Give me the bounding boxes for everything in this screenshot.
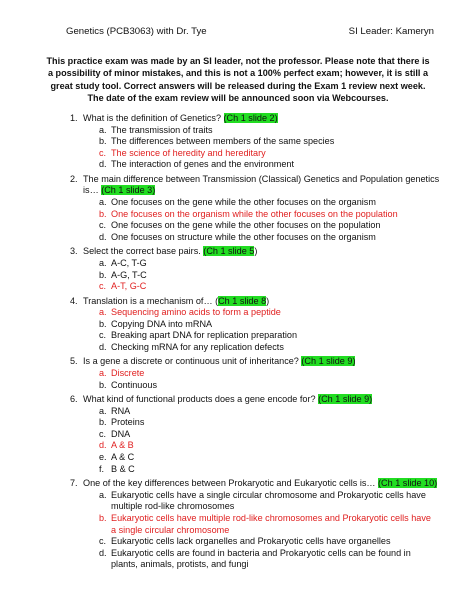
question-number: 7. xyxy=(70,478,78,489)
answer-option xyxy=(0,330,474,342)
answer-option xyxy=(0,319,474,331)
answer-letter: c. xyxy=(99,536,107,547)
question-stem: Translation is a mechanism of… ( xyxy=(83,295,219,306)
correct-answer-option xyxy=(0,525,474,537)
answer-letter: c. xyxy=(99,330,107,341)
question xyxy=(0,246,474,292)
question-stem: Is a gene a discrete or continuous unit of inheritance? xyxy=(83,356,302,367)
answer-text: One focuses on the organism while the other focuses on the population xyxy=(111,208,398,219)
answer-letter: b. xyxy=(99,318,107,329)
answer-letter: c. xyxy=(99,281,107,292)
answer-text: A & C xyxy=(111,452,135,463)
answer-text: Eukaryotic cells have multiple rod-like chromosomes and Prokaryotic cells have xyxy=(111,512,431,523)
question xyxy=(0,296,474,354)
answer-text: The interaction of genes and the environment xyxy=(111,159,295,170)
correct-answer-option xyxy=(0,368,474,380)
answer-text: One focuses on structure while the other focuses on the organism xyxy=(111,231,376,242)
answer-text: Sequencing amino acids to form a peptide xyxy=(111,307,281,318)
answer-letter: a. xyxy=(99,368,107,379)
question-stem: What is the definition of Genetics? xyxy=(83,113,224,123)
intro-notice xyxy=(44,55,432,104)
answer-text: a single circular chromosome xyxy=(111,524,230,535)
answer-letter: b. xyxy=(99,269,107,280)
answer-option xyxy=(0,136,474,148)
answer-letter: b. xyxy=(99,136,107,147)
answer-letter: b. xyxy=(99,379,107,390)
answer-letter: d. xyxy=(99,547,107,558)
intro-line: The date of the exam review will be announced soon via Webcourses. xyxy=(87,92,389,103)
question xyxy=(0,356,474,391)
question-text xyxy=(0,113,474,125)
answer-option xyxy=(0,490,474,502)
course-title: Genetics (PCB3063) with Dr. Tye xyxy=(66,26,207,37)
correct-answer-option xyxy=(0,148,474,160)
answer-text: DNA xyxy=(111,428,131,439)
answer-letter: d. xyxy=(99,440,107,451)
intro-line: This practice exam was made by an SI leader, not the professor. Please note that there is xyxy=(46,56,430,66)
question-number: 5. xyxy=(70,356,78,367)
answer-text: Breaking apart DNA for replication preparation xyxy=(111,330,298,341)
answer-option xyxy=(0,232,474,244)
answer-letter: c. xyxy=(99,220,107,231)
answer-text: One focuses on the gene while the other focuses on the population xyxy=(111,220,381,231)
question-number: 3. xyxy=(70,246,78,257)
answer-text: The science of heredity and hereditary xyxy=(111,147,266,158)
slide-reference-highlight: (Ch 1 slide 5 xyxy=(203,246,255,257)
question-text xyxy=(0,356,474,368)
answer-letter: b. xyxy=(99,512,107,523)
answer-option xyxy=(0,548,474,560)
answer-option xyxy=(0,429,474,441)
question-stem-tail: ) xyxy=(266,295,270,306)
answer-letter: e. xyxy=(99,452,107,463)
question-text xyxy=(0,185,474,197)
answer-option xyxy=(0,342,474,354)
question-text xyxy=(0,296,474,308)
answer-letter: a. xyxy=(99,307,107,318)
answer-option xyxy=(0,536,474,548)
correct-answer-option xyxy=(0,440,474,452)
intro-line: great study tool. Correct answers will be released during the Exam 1 review next week. xyxy=(50,80,426,91)
question-number: 4. xyxy=(70,295,78,306)
answer-option xyxy=(0,258,474,270)
answer-text: RNA xyxy=(111,405,131,416)
answer-letter: b. xyxy=(99,417,107,428)
answer-letter: c. xyxy=(99,147,107,158)
question-stem: is… xyxy=(83,185,102,196)
answer-letter: a. xyxy=(99,197,107,208)
answer-text: One focuses on the gene while the other focuses on the organism xyxy=(111,197,376,208)
slide-reference-highlight: (Ch 1 slide 10) xyxy=(378,478,438,489)
answer-option xyxy=(0,197,474,209)
question xyxy=(0,394,474,475)
question-number: 2. xyxy=(70,173,78,184)
answer-option xyxy=(0,380,474,392)
answer-option xyxy=(0,417,474,429)
question-text xyxy=(0,478,474,490)
answer-option xyxy=(0,406,474,418)
question xyxy=(0,478,474,571)
answer-letter: d. xyxy=(99,159,107,170)
answer-text: A-C, T-G xyxy=(111,257,147,268)
answer-option xyxy=(0,559,474,571)
answer-text: Eukaryotic cells have a single circular chromosome and Prokaryotic cells have xyxy=(111,489,426,500)
question-stem: Select the correct base pairs. xyxy=(83,246,204,257)
answer-option xyxy=(0,125,474,137)
answer-text: Eukaryotic cells are found in bacteria and Prokaryotic cells can be found in xyxy=(111,547,411,558)
answer-text: Copying DNA into mRNA xyxy=(111,318,213,329)
answer-letter: b. xyxy=(99,208,107,219)
slide-reference-highlight: (Ch 1 slide 3) xyxy=(101,185,156,196)
question-number: 6. xyxy=(70,394,78,405)
question-stem: One of the key differences between Prokaryotic and Eukaryotic cells is… xyxy=(83,478,379,489)
answer-letter: a. xyxy=(99,124,107,135)
slide-reference-highlight: Ch 1 slide 8 xyxy=(218,295,267,306)
answer-text: A-T, G-C xyxy=(111,281,147,292)
answer-letter: a. xyxy=(99,257,107,268)
question-number: 1. xyxy=(70,113,78,123)
answer-letter: f. xyxy=(99,463,105,474)
question xyxy=(0,174,474,244)
answer-text: Eukaryotic cells lack organelles and Prokaryotic cells have organelles xyxy=(111,536,391,547)
correct-answer-option xyxy=(0,513,474,525)
question-stem-tail: ) xyxy=(254,246,258,257)
answer-option xyxy=(0,501,474,513)
answer-option xyxy=(0,220,474,232)
question-text xyxy=(0,174,474,186)
answer-text: plants, animals, protists, and fungi xyxy=(111,559,249,570)
answer-letter: d. xyxy=(99,231,107,242)
correct-answer-option xyxy=(0,209,474,221)
correct-answer-option xyxy=(0,281,474,293)
answer-text: A-G, T-C xyxy=(111,269,147,280)
answer-text: multiple rod-like chromosomes xyxy=(111,501,235,512)
answer-text: Proteins xyxy=(111,417,145,428)
answer-text: The differences between members of the same species xyxy=(111,136,335,147)
intro-line: a possibility of minor mistakes, and this is not a 100% perfect exam; however, it is still a xyxy=(47,68,429,79)
answer-option xyxy=(0,270,474,282)
question-text xyxy=(0,246,474,258)
answer-option xyxy=(0,159,474,171)
answer-option xyxy=(0,464,474,476)
slide-reference-highlight: (Ch 1 slide 9) xyxy=(301,356,356,367)
answer-letter: a. xyxy=(99,489,107,500)
slide-reference-highlight: (Ch 1 slide 9) xyxy=(318,394,373,405)
answer-text: The transmission of traits xyxy=(111,124,213,135)
answer-text: A & B xyxy=(111,440,134,451)
correct-answer-option xyxy=(0,307,474,319)
answer-option xyxy=(0,452,474,464)
question-stem: What kind of functional products does a gene encode for? xyxy=(83,394,319,405)
slide-reference-highlight: (Ch 1 slide 2) xyxy=(223,113,278,123)
question-list xyxy=(0,113,474,574)
answer-text: Checking mRNA for any replication defects xyxy=(111,341,284,352)
answer-text: Continuous xyxy=(111,379,158,390)
question xyxy=(0,113,474,171)
question-stem: The main difference between Transmission (Classical) Genetics and Population genetics xyxy=(83,173,440,184)
answer-letter: d. xyxy=(99,341,107,352)
question-text xyxy=(0,394,474,406)
answer-letter: a. xyxy=(99,405,107,416)
answer-letter: c. xyxy=(99,428,107,439)
answer-text: B & C xyxy=(111,463,135,474)
si-leader: SI Leader: Kameryn xyxy=(348,26,434,37)
answer-text: Discrete xyxy=(111,368,145,379)
